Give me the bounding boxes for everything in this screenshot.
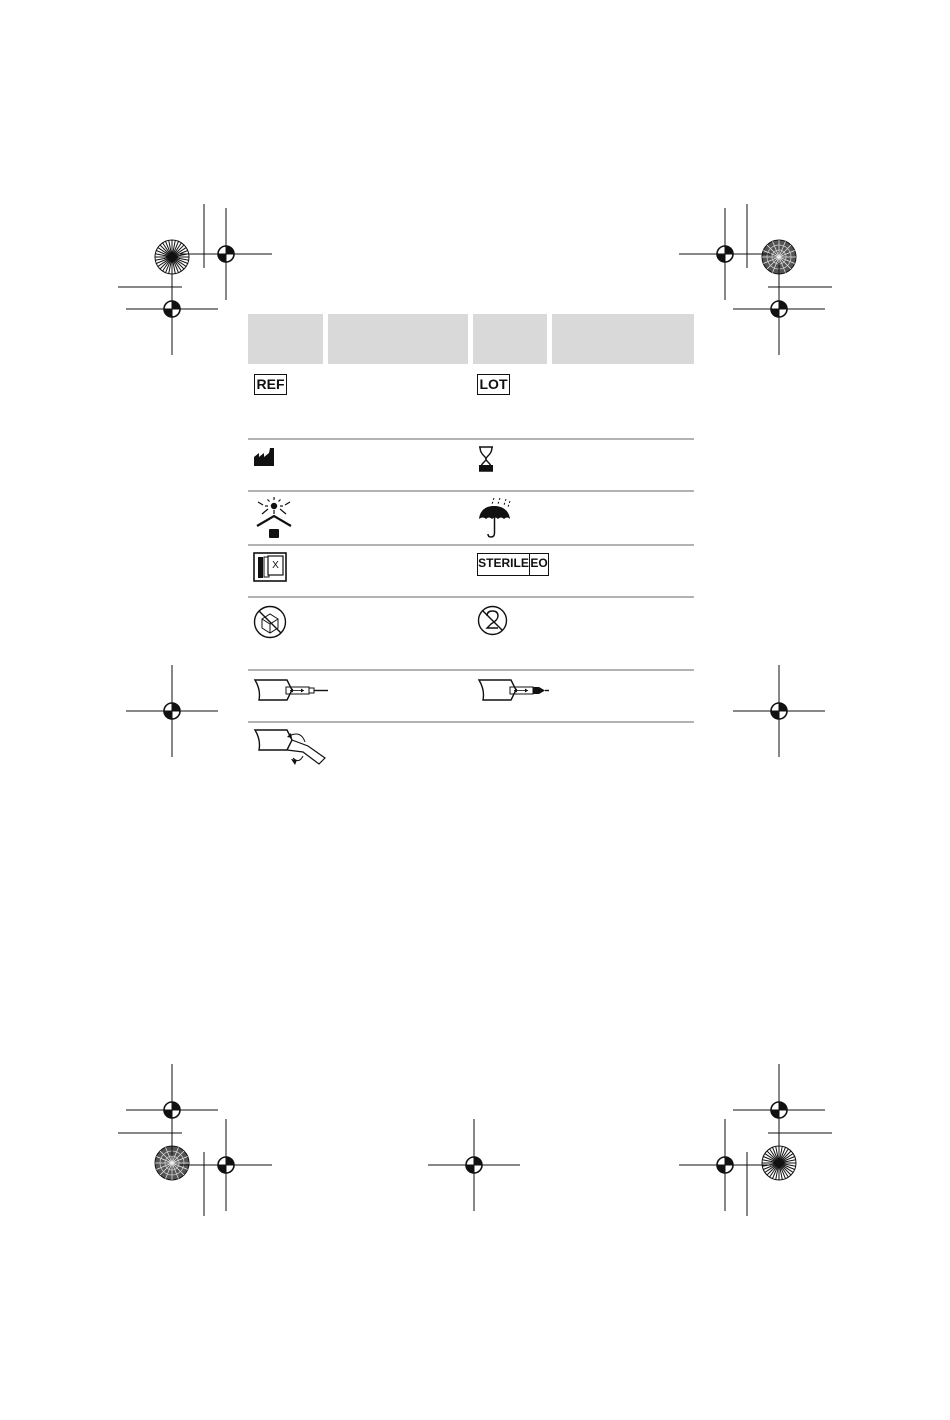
do-not-reuse-icon xyxy=(477,605,508,636)
row-divider xyxy=(248,544,694,546)
use-by-hourglass-icon xyxy=(478,446,494,472)
handpiece-connector-plug-icon xyxy=(253,678,329,702)
sterile-eo-icon xyxy=(477,553,549,576)
row-divider xyxy=(248,669,694,671)
keep-dry-umbrella-icon xyxy=(476,497,514,539)
table-header-cell xyxy=(248,314,323,364)
row-divider xyxy=(248,438,694,440)
sterile-label: STERILE xyxy=(478,554,530,575)
table-header-cell xyxy=(473,314,547,364)
ref-catalogue-number-icon: REF xyxy=(254,374,287,395)
manufacturer-factory-icon xyxy=(253,447,277,467)
eo-label: EO xyxy=(530,556,548,570)
handpiece-connector-pin-icon xyxy=(477,678,553,702)
handpiece-rotation-icon xyxy=(253,728,329,766)
do-not-use-if-package-damaged-icon xyxy=(253,605,287,639)
quantity-label: X xyxy=(272,560,279,571)
table-header-cell xyxy=(328,314,468,364)
keep-away-from-sunlight-icon xyxy=(252,496,296,540)
table-header-cell xyxy=(552,314,694,364)
lot-batch-code-icon: LOT xyxy=(477,374,510,395)
row-divider xyxy=(248,721,694,723)
row-divider xyxy=(248,596,694,598)
package-contents-quantity-icon xyxy=(253,552,287,582)
row-divider xyxy=(248,490,694,492)
